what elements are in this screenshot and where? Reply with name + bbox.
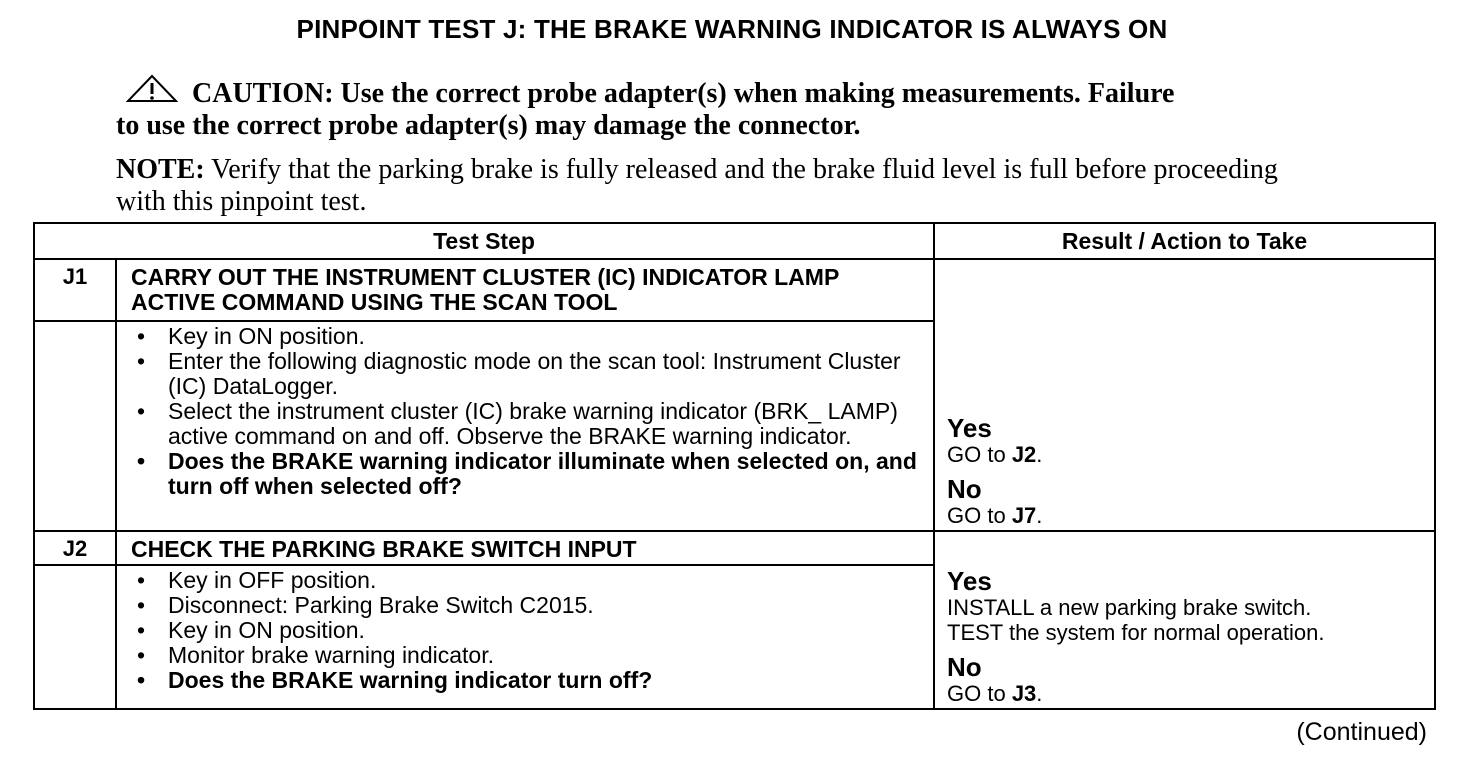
step-heading-j1: CARRY OUT THE INSTRUMENT CLUSTER (IC) INDICATOR LAMP ACTIVE COMMAND USING THE SCAN TOOL (116, 259, 934, 321)
table-row (34, 531, 1435, 565)
table-header-row (34, 223, 1435, 259)
step-id-spacer (34, 321, 116, 531)
step-id-j1: J1 (34, 259, 116, 321)
step-bullets-j1 (131, 324, 923, 499)
result-yes-action-1: INSTALL a new parking brake switch. (947, 595, 1312, 620)
result-cell-j2 (934, 531, 1435, 709)
step-id-spacer (34, 565, 116, 709)
note-block (116, 154, 1306, 218)
header-result-action: Result / Action to Take (934, 223, 1435, 259)
continued-label: (Continued) (1296, 718, 1427, 746)
step-heading-j2: CHECK THE PARKING BRAKE SWITCH INPUT (116, 531, 934, 565)
result-cell-j1 (934, 259, 1435, 531)
result-yes-label: Yes (947, 413, 992, 443)
list-item: • Disconnect: Parking Brake Switch C2015. (131, 593, 923, 618)
result-no-action: GO to J7. (947, 503, 1043, 528)
note-label: NOTE: (116, 154, 205, 185)
step-id-j2: J2 (34, 531, 116, 565)
caution-block (116, 74, 1306, 142)
caution-text-2: to use the correct probe adapter(s) may damage the connector. (116, 110, 861, 141)
test-steps-table (33, 222, 1436, 710)
step-body-j2 (116, 565, 934, 709)
step-body-j1 (116, 321, 934, 531)
step-question-j1: • Does the BRAKE warning indicator illuminate when selected on, and turn off when selected off? (131, 449, 923, 499)
result-yes-label: Yes (947, 566, 992, 596)
result-yes-action-2: TEST the system for normal operation. (947, 620, 1325, 645)
caution-text-1: CAUTION: Use the correct probe adapter(s) when making measurements. Failure (192, 78, 1175, 109)
list-item: • Key in OFF position. (131, 568, 923, 593)
result-no-label: No (947, 474, 982, 504)
table-row (34, 259, 1435, 321)
caution-line-1 (116, 74, 1306, 110)
result-no-label: No (947, 652, 982, 682)
page-title: PINPOINT TEST J: THE BRAKE WARNING INDICATOR IS ALWAYS ON (296, 14, 1168, 44)
note-text: Verify that the parking brake is fully released and the brake fluid level is full before proceeding with this pinpoint test. (116, 154, 1278, 217)
list-item: • Monitor brake warning indicator. (131, 643, 923, 668)
step-bullets-j2 (131, 568, 923, 693)
result-yes-action: GO to J2. (947, 442, 1043, 467)
header-test-step: Test Step (34, 223, 934, 259)
result-no-action: GO to J3. (947, 681, 1043, 706)
list-item: • Enter the following diagnostic mode on the scan tool: Instrument Cluster (IC) DataLogger. (131, 349, 923, 399)
list-item: • Key in ON position. (131, 324, 923, 349)
list-item: • Key in ON position. (131, 618, 923, 643)
list-item: • Select the instrument cluster (IC) brake warning indicator (BRK_ LAMP) active command on and off. Observe the BRAKE warning indicator. (131, 399, 923, 449)
warning-triangle-icon (126, 74, 178, 104)
step-question-j2: • Does the BRAKE warning indicator turn off? (131, 668, 923, 693)
